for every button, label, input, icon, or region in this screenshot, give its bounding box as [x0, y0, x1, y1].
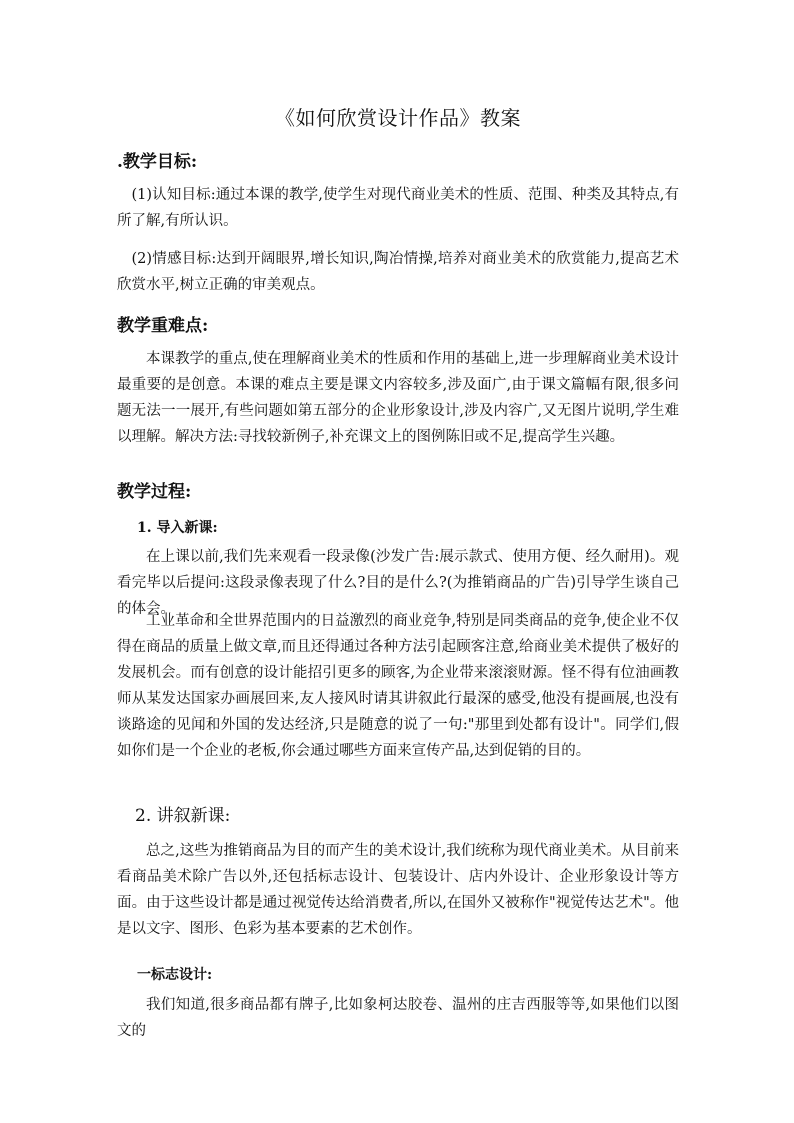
process-paragraph-4: 我们知道,很多商品都有牌子,比如象柯达胶卷、温州的庄吉西服等等,如果他们以图文的: [117, 997, 679, 1039]
process-subheading-intro: 1. 导入新课:: [137, 520, 218, 536]
process-subheading-logo-design: 一标志设计:: [137, 967, 213, 983]
process-heading: 教学过程:: [117, 482, 192, 502]
key-points-heading: 教学重难点:: [117, 316, 209, 336]
objectives-heading: .教学目标:: [117, 152, 198, 172]
process-paragraph-1: 在上课以前,我们先来观看一段录像(沙发广告:展示款式、使用方便、经久耐用)。观看完毕以后提问:这段录像表现了什么?目的是什么?(为推销商品的广告)引导学生谈自己的体会。: [117, 549, 679, 617]
process-paragraph-3: 总之,这些为推销商品为目的而产生的美术设计,我们统称为现代商业美术。从目前来看商品美术除广告以外,还包括标志设计、包装设计、店内外设计、企业形象设计等方面。由于这些设计都是通过视觉传达给消费者,所以,在国外又被称作"视觉传达艺术"。他是以文字、图形、色彩为基本要素的艺术创作。: [117, 843, 679, 937]
key-points-paragraph: 本课教学的重点,使在理解商业美术的性质和作用的基础上,进一步理解商业美术设计最重要的是创意。本课的难点主要是课文内容较多,涉及面广,由于课文篇幅有限,很多问题无法一一展开,有些问题如第五部分的企业形象设计,涉及内容广,又无图片说明,学生难以理解。解决方法:寻找较新例子,补充课文上的图例陈旧或不足,提高学生兴趣。: [117, 351, 679, 445]
process-paragraph-2: 工业革命和全世界范围内的日益激烈的商业竞争,特别是同类商品的竞争,使企业不仅得在商品的质量上做文章,而且还得通过各种方法引起顾客注意,给商业美术提供了极好的发展机会。而有创意的设计能招引更多的顾客,为企业带来滚滚财源。怪不得有位油画教师从某发达国家办画展回来,友人接风时请其讲叙此行最深的感受,他没有提画展,也没有谈路途的见闻和外国的发达经济,只是随意的说了一句:"那里到处都有设计"。同学们,假如你们是一个企业的老板,你会通过哪些方面来宣传产品,达到促销的目的。: [117, 613, 679, 759]
objectives-paragraph-1: (1)认知目标:通过本课的教学,使学生对现代商业美术的性质、范围、种类及其特点,有所了解,有所认识。: [117, 187, 679, 229]
process-subheading-new-lesson: 2. 讲叙新课:: [135, 806, 231, 826]
document-title: 《如何欣赏设计作品》教案: [275, 106, 521, 130]
objectives-paragraph-2: (2)情感目标:达到开阔眼界,增长知识,陶冶情操,培养对商业美术的欣赏能力,提高艺术欣赏水平,树立正确的审美观点。: [117, 251, 679, 293]
